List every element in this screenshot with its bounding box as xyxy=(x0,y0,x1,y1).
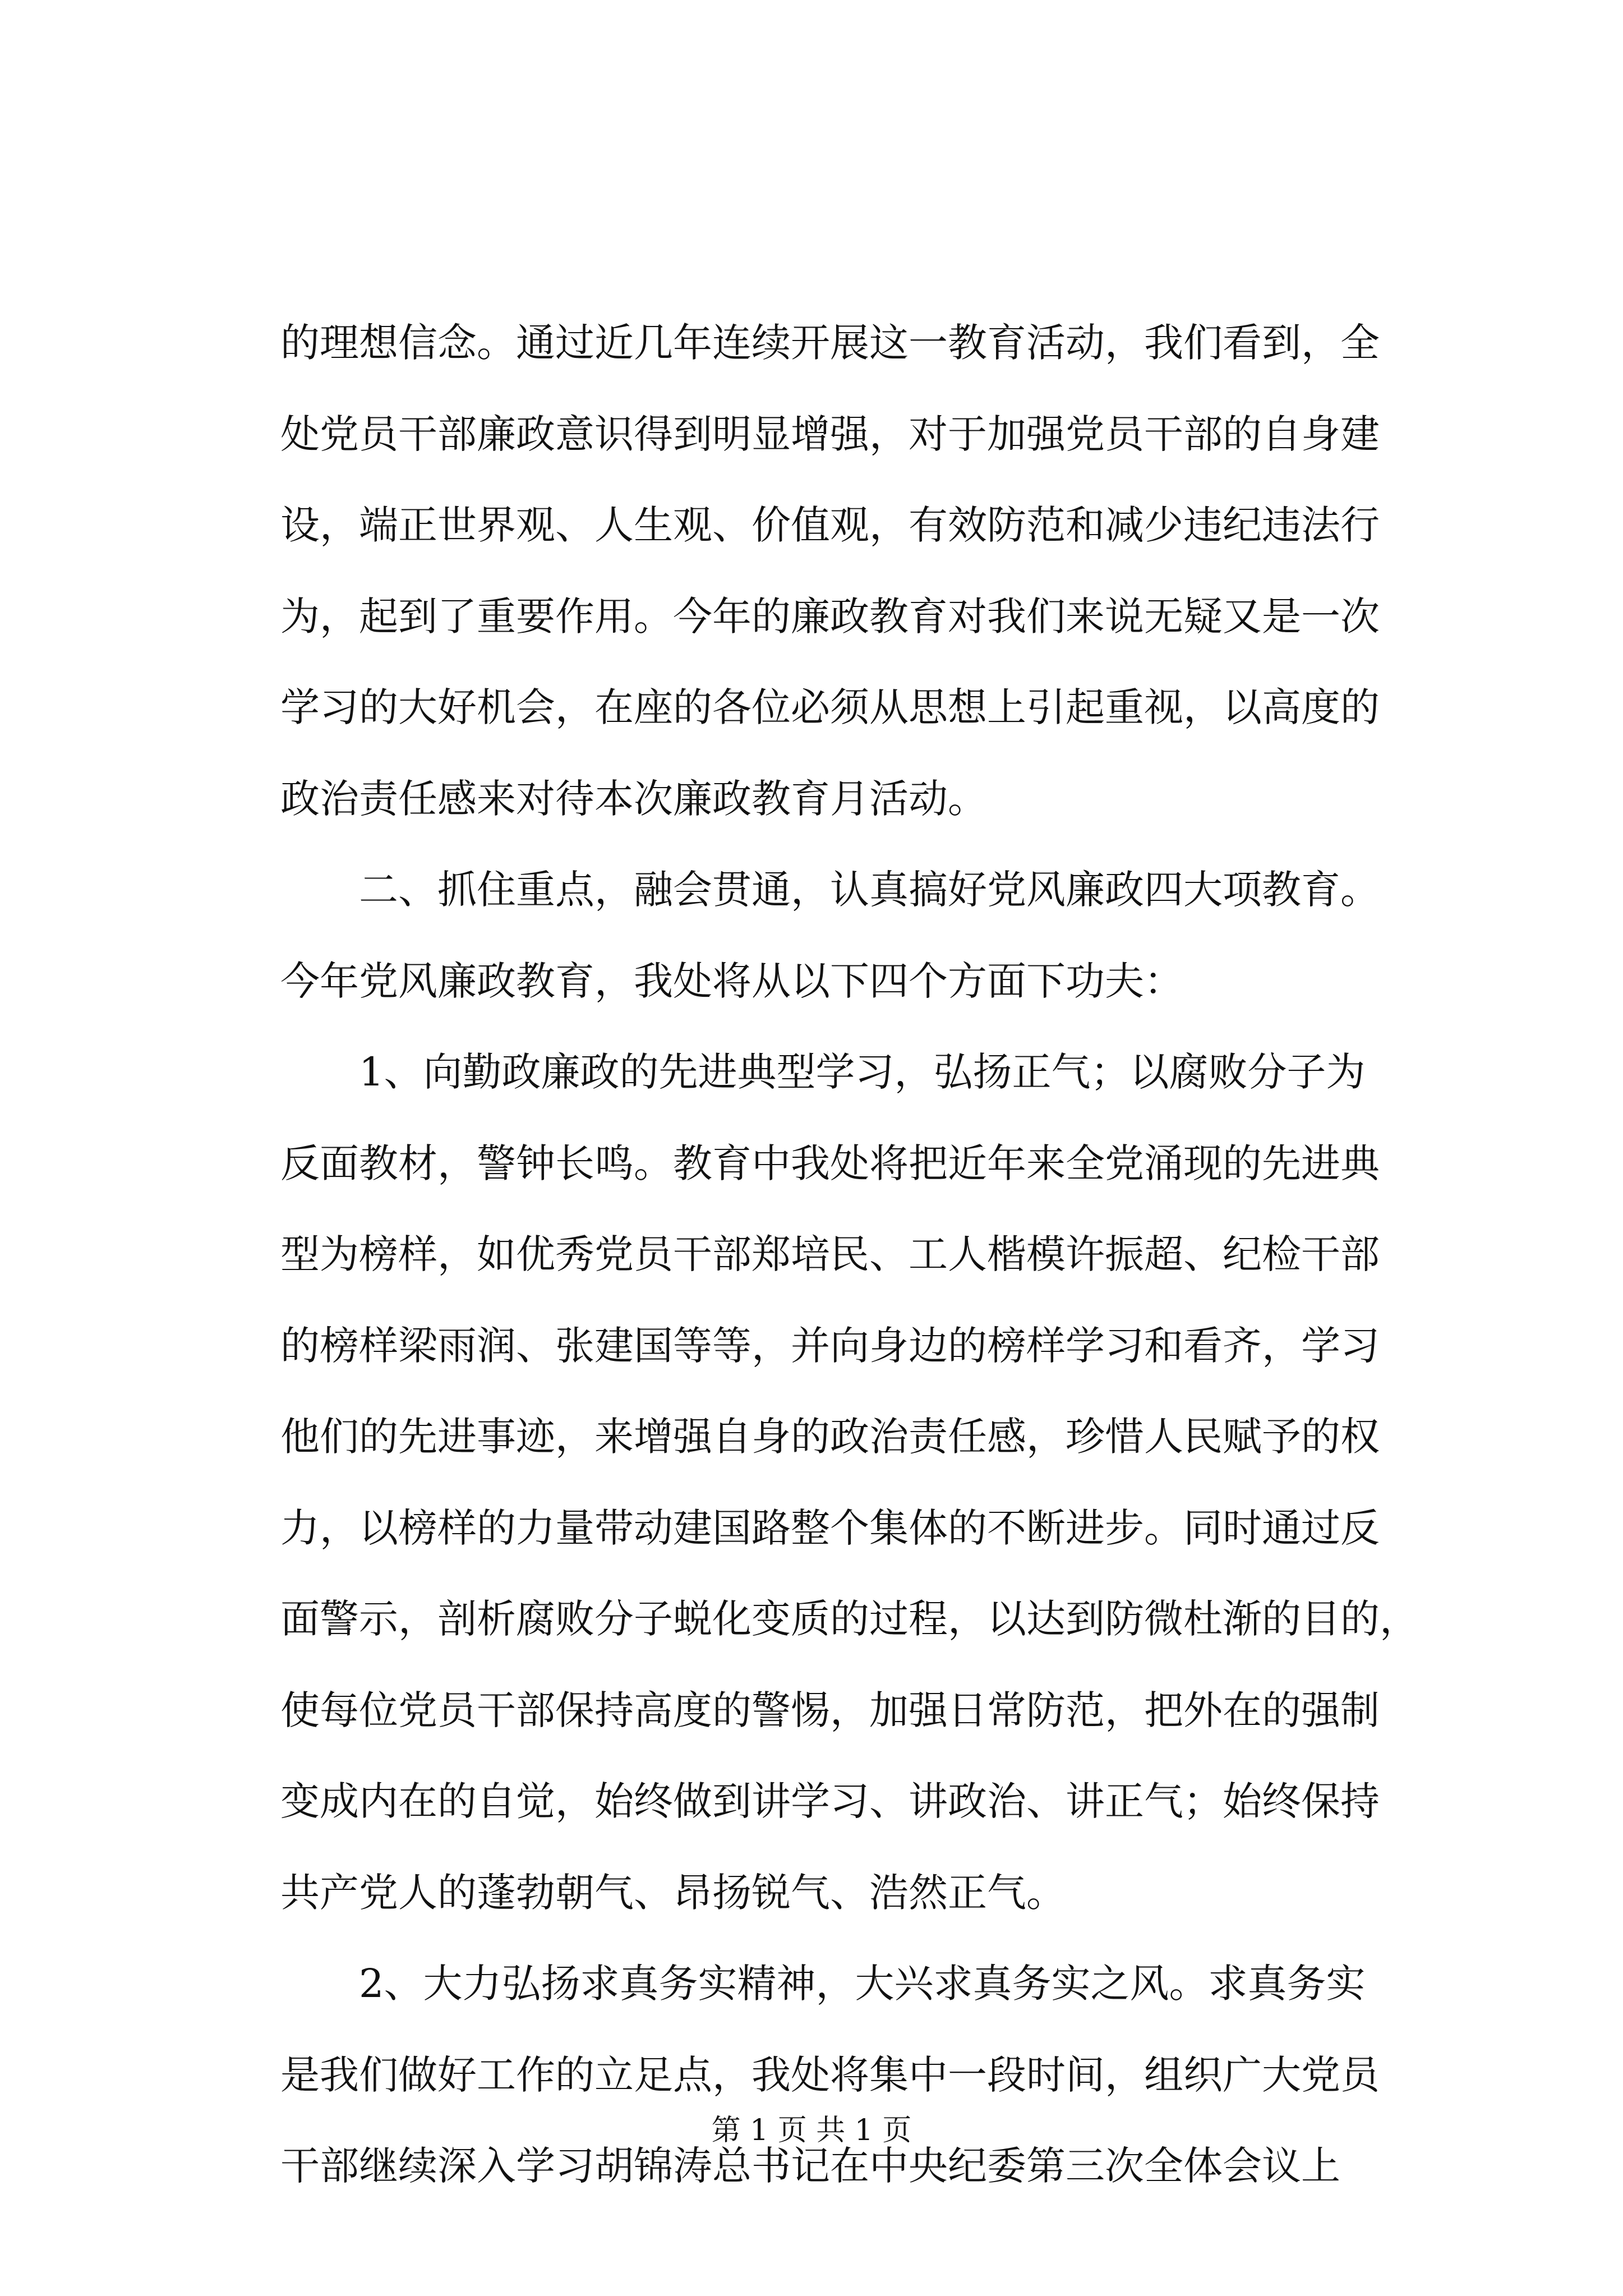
text-line: 共产党人的蓬勃朝气、昂扬锐气、浩然正气。 xyxy=(280,1869,1066,1916)
text-line: 使每位党员干部保持高度的警惕，加强日常防范，把外在的强制 xyxy=(280,1687,1380,1733)
document-body xyxy=(280,297,1436,2212)
text-line: 学习的大好机会，在座的各位必须从思想上引起重视，以高度的 xyxy=(280,684,1380,730)
paragraph-first-line: 2、大力弘扬求真务实精神，大兴求真务实之风。求真务实 xyxy=(359,1961,1366,2007)
text-line: 处党员干部廉政意识得到明显增强，对于加强党员干部的自身建 xyxy=(280,411,1380,457)
paragraph-first-line: 1、向勤政廉政的先进典型学习，弘扬正气；以腐败分子为 xyxy=(359,1049,1366,1095)
text-line: 型为榜样，如优秀党员干部郑培民、工人楷模许振超、纪检干部 xyxy=(280,1231,1380,1277)
text-line: 面警示，剖析腐败分子蜕化变质的过程，以达到防微杜渐的目的， xyxy=(280,1596,1419,1642)
text-line: 他们的先进事迹，来增强自身的政治责任感，珍惜人民赋予的权 xyxy=(280,1414,1380,1460)
page-number-footer: 第 1 页 共 1 页 xyxy=(711,2114,912,2147)
text-line: 政治责任感来对待本次廉政教育月活动。 xyxy=(280,775,987,822)
text-line: 为，起到了重要作用。今年的廉政教育对我们来说无疑又是一次 xyxy=(280,593,1380,639)
text-line: 力，以榜样的力量带动建国路整个集体的不断进步。同时通过反 xyxy=(280,1504,1380,1551)
text-line: 今年党风廉政教育，我处将从以下四个方面下功夫： xyxy=(280,958,1183,1004)
paragraph-first-line: 二、抓住重点，融会贯通，认真搞好党风廉政四大项教育。 xyxy=(359,867,1380,913)
text-line: 干部继续深入学习胡锦涛总书记在中央纪委第三次全体会议上 xyxy=(280,2143,1340,2189)
text-line: 反面教材，警钟长鸣。教育中我处将把近年来全党涌现的先进典 xyxy=(280,1140,1380,1186)
text-line: 设，端正世界观、人生观、价值观，有效防范和减少违纪违法行 xyxy=(280,502,1380,548)
text-line: 变成内在的自觉，始终做到讲学习、讲政治、讲正气；始终保持 xyxy=(280,1778,1380,1824)
text-line: 的榜样梁雨润、张建国等等，并向身边的榜样学习和看齐，学习 xyxy=(280,1322,1380,1369)
text-line: 的理想信念。通过近几年连续开展这一教育活动，我们看到，全 xyxy=(280,320,1380,366)
text-line: 是我们做好工作的立足点，我处将集中一段时间，组织广大党员 xyxy=(280,2051,1380,2098)
